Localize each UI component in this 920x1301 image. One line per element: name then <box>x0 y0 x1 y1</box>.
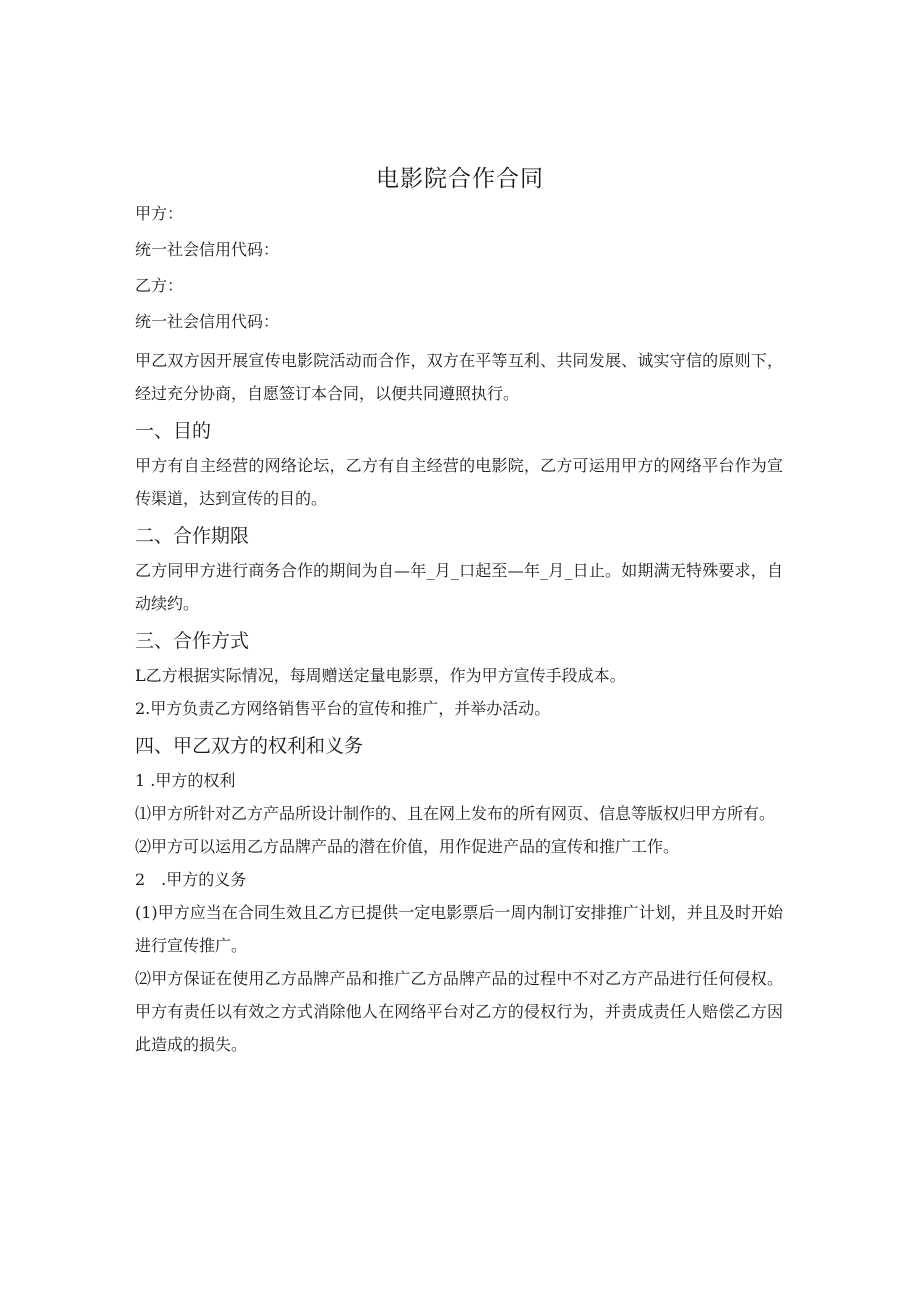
duties-item-1: (1)甲方应当在合同生效且乙方已提供一定电影票后一周内制订安排推广计划，并且及时开始进行宣传推广。 <box>135 903 783 955</box>
party-a-code-label: 统一社会信用代码： <box>135 240 280 259</box>
method-item-2: 2.甲方负责乙方网络销售平台的宣传和推广，并举办活动。 <box>135 699 551 718</box>
section-heading-rights: 四、甲乙双方的权利和义务 <box>135 735 364 757</box>
party-b-label: 乙方： <box>135 276 184 295</box>
section-heading-method: 三、合作方式 <box>135 630 250 652</box>
party-a-label: 甲方： <box>135 204 184 223</box>
section-heading-purpose: 一、目的 <box>135 420 212 442</box>
document-title: 电影院合作合同 <box>376 166 544 192</box>
party-b-code-label: 统一社会信用代码： <box>135 312 280 331</box>
document-body <box>135 200 783 1061</box>
rights-item-1: ⑴甲方所针对乙方产品所设计制作的、且在网上发布的所有网页、信息等版权归甲方所有。 <box>135 804 776 823</box>
section-text-term: 乙方同甲方进行商务合作的期间为自—年_月_口起至—年_月_日止。如期满无特殊要求，自动续约。 <box>135 561 783 613</box>
section-text-purpose: 甲方有自主经营的网络论坛，乙方有自主经营的电影院，乙方可运用甲方的网络平台作为宣传渠道，达到宣传的目的。 <box>135 456 783 508</box>
rights-subheading-a-duties: 2 .甲方的义务 <box>135 870 247 889</box>
duties-item-2: ⑵甲方保证在使用乙方品牌产品和推广乙方品牌产品的过程中不对乙方产品进行任何侵权。甲方有责任以有效之方式消除他人在网络平台对乙方的侵权行为，并责成责任人赔偿乙方因此造成的损失。 <box>135 969 783 1054</box>
rights-subheading-a-rights: 1 .甲方的权利 <box>135 771 236 790</box>
method-item-1: L乙方根据实际情况，每周赠送定量电影票，作为甲方宣传手段成本。 <box>135 666 626 685</box>
preamble-paragraph: 甲乙双方因开展宣传电影院活动而合作，双方在平等互利、共同发展、诚实守信的原则下，经过充分协商，自愿签订本合同，以便共同遵照执行。 <box>135 351 783 403</box>
rights-item-2: ⑵甲方可以运用乙方品牌产品的潜在价值，用作促进产品的宣传和推广工作。 <box>135 837 680 856</box>
section-heading-term: 二、合作期限 <box>135 525 250 547</box>
